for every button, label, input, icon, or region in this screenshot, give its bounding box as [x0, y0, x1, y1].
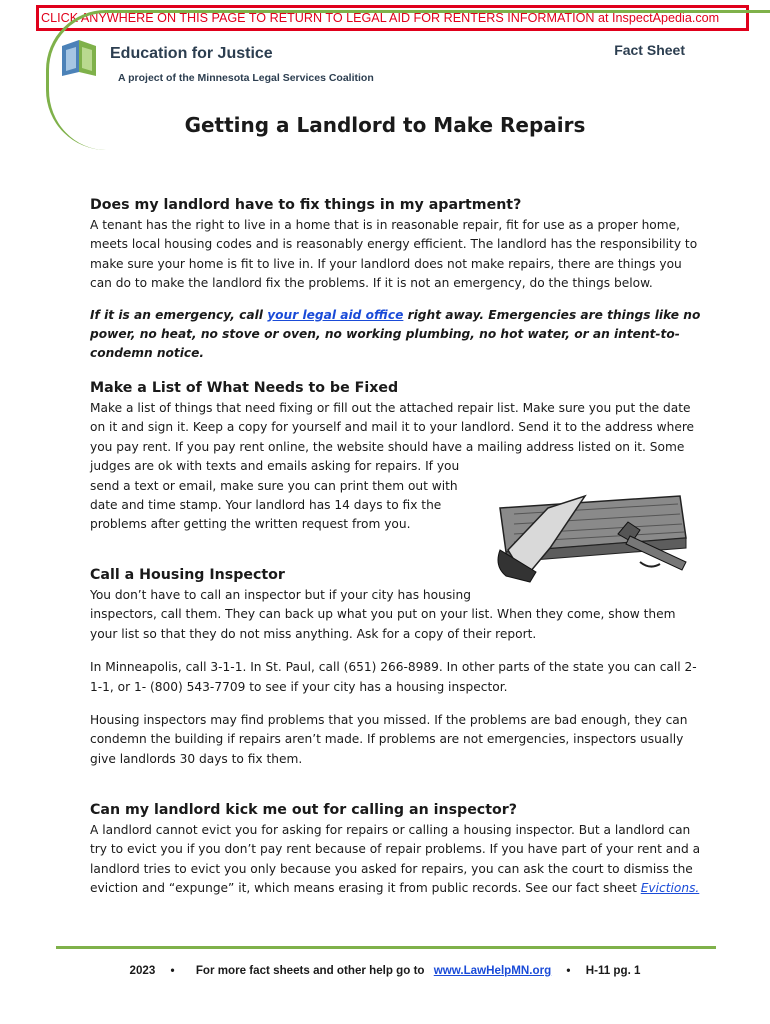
emergency-note-pre: If it is an emergency, call [90, 307, 268, 322]
education-for-justice-logo-icon [58, 36, 100, 78]
footer-year: 2023 [129, 964, 156, 977]
org-tagline: A project of the Minnesota Legal Services Coalition [118, 72, 374, 84]
footer-divider [56, 946, 716, 949]
section-inspector-heading: Call a Housing Inspector [90, 567, 285, 583]
evictions-fact-sheet-link[interactable]: Evictions. [640, 881, 700, 896]
section-fix-heading: Does my landlord have to fix things in my apartment? [90, 197, 522, 213]
section-fix-body: A tenant has the right to live in a home that is in reasonable repair, fit for use as a proper home, meets local housing codes and is reasonably energy efficient. The landlord has the responsibility to make sure your home is fit to live in. If your landlord does not make repairs, there are things you can do to make the landlord fix the problems. If it is not an emergency, do the things below. [90, 218, 698, 291]
section-inspector [90, 567, 702, 769]
emergency-note [90, 306, 702, 364]
footer-more-info [190, 964, 551, 977]
section-inspector-body: inspectors, call them. They can back up what you put on your list. When they come, show them your list so that they do not miss anything. Ask for a copy of their report. [90, 607, 676, 641]
footer-bullet-2: • [566, 964, 571, 977]
section-list-body-wrap: judges are ok with texts and emails asking for repairs. If you send a text or email, make sure you can print them out with date and time stamp. Your landlord has 14 days to fix the problems after getting the written request from you. [90, 459, 460, 532]
inspector-phone-numbers: In Minneapolis, call 3-1-1. In St. Paul, call (651) 266-8989. In other parts of the state you can call 2-1-1, or 1- (800) 543-7709 to see if your city has a housing inspector. [90, 660, 697, 694]
org-name: Education for Justice [110, 45, 273, 62]
page-title: Getting a Landlord to Make Repairs [184, 113, 586, 137]
section-list-heading: Make a List of What Needs to be Fixed [90, 380, 399, 396]
doc-type-label: Fact Sheet [614, 42, 685, 58]
section-list-body: Make a list of things that need fixing or fill out the attached repair list. Make sure you put the date on it and sign it. Keep a copy for yourself and mail it to your landlord. Send it to the address where you pay rent. If you pay rent online, the website should have a mailing address listed on it. Some [90, 401, 695, 454]
return-banner-link[interactable]: CLICK ANYWHERE ON THIS PAGE TO RETURN TO LEGAL AID FOR RENTERS INFORMATION at InspectApedia.com [36, 5, 749, 31]
footer [0, 964, 770, 977]
section-fix [90, 197, 702, 364]
footer-page-number: H-11 pg. 1 [585, 964, 641, 977]
inspector-condemn-note: Housing inspectors may find problems that you missed. If the problems are bad enough, they can condemn the building if repairs aren’t made. If problems are not emergencies, inspectors usually give landlords 30 days to fix them. [90, 713, 688, 766]
lawhelpmn-link[interactable]: www.LawHelpMN.org [433, 964, 552, 977]
section-evict [90, 802, 702, 899]
section-evict-body [90, 821, 702, 899]
section-evict-heading: Can my landlord kick me out for calling an inspector? [90, 802, 517, 818]
footer-more-text: For more fact sheets and other help go to [195, 964, 428, 977]
section-evict-text: A landlord cannot evict you for asking for repairs or calling a housing inspector. But a landlord can try to evict you if you don’t pay rent because of repair problems. If you have part of your rent and a landlord tries to evict you only because you asked for repairs, you can ask the court to dismiss the eviction and “expunge” it, which means erasing it from public records. See our fact sheet [90, 823, 701, 896]
legal-aid-office-link[interactable]: your legal aid office [267, 307, 404, 322]
footer-bullet: • [170, 964, 175, 977]
emergency-note-post: right away. Emergencies are things like no power, no heat, no stove or oven, no working plumbing, no hot water, or an intent-to-condemn notice. [90, 307, 701, 361]
section-inspector-body-first: You don’t have to call an inspector but if your city has housing [90, 588, 472, 602]
